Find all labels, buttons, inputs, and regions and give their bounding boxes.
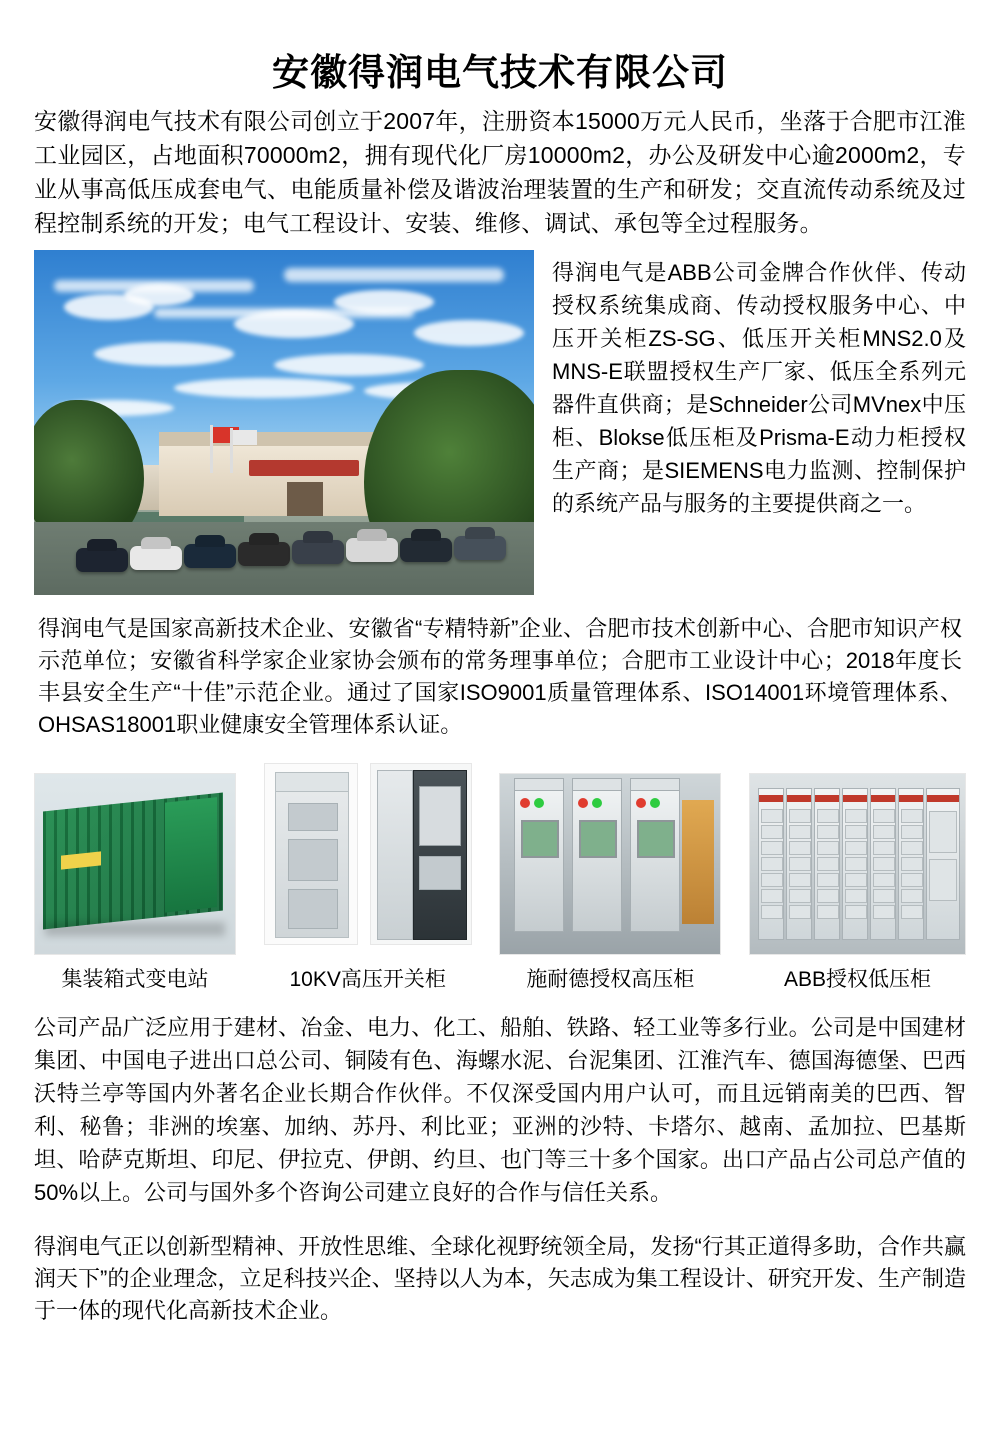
hv-switchgear-image — [264, 763, 358, 945]
product-gallery — [34, 763, 966, 993]
product-abb-lv — [749, 773, 966, 993]
abb-lv-image — [749, 773, 966, 955]
product-caption: 施耐德授权高压柜 — [526, 968, 695, 991]
page-title: 安徽得润电气技术有限公司 — [272, 52, 728, 93]
hv-switchgear-open-image — [370, 763, 472, 945]
partnership-paragraph: 得润电气是ABB公司金牌合作伙伴、传动授权系统集成商、传动授权服务中心、中压开关柜ZS-SG、低压开关柜MNS2.0及MNS-E联盟授权生产厂家、低压全系列元器件直供商；是Schneider公司MVnex中压柜、Blokse低压柜及Prisma-E动力柜授权生产商；是SIEMENS电力监测、控制保护的系统产品与服务的主要提供商之一。 — [552, 260, 966, 516]
product-schneider-hv — [499, 773, 721, 993]
product-caption: ABB授权低压柜 — [783, 968, 931, 991]
applications-paragraph: 公司产品广泛应用于建材、冶金、电力、化工、船舶、铁路、轻工业等多行业。公司是中国建材集团、中国电子进出口总公司、铜陵有色、海螺水泥、台泥集团、江淮汽车、德国海德堡、巴西沃特兰亭等国内外著名企业长期合作伙伴。不仅深受国内用户认可，而且远销南美的巴西、智利、秘鲁；非洲的埃塞、加纳、苏丹、利比亚；亚洲的沙特、卡塔尔、越南、孟加拉、巴基斯坦、哈萨克斯坦、印尼、伊拉克、伊朗、约旦、也门等三十多个国家。出口产品占公司总产值的50%以上。公司与国外多个咨询公司建立良好的合作与信任关系。 — [34, 1015, 966, 1205]
container-substation-image — [34, 773, 236, 955]
product-caption: 10KV高压开关柜 — [289, 968, 446, 991]
schneider-hv-image — [499, 773, 721, 955]
vision-paragraph: 得润电气正以创新型精神、开放性思维、全球化视野统领全局，发扬“行其正道得多助，合作共赢润天下”的企业理念，立足科技兴企、坚持以人为本，矢志成为集工程设计、研究开发、生产制造于一体的现代化高新技术企业。 — [34, 1234, 966, 1323]
product-hv-switchgear — [264, 763, 472, 993]
factory-exterior-photo — [34, 250, 534, 595]
product-caption: 集装箱式变电站 — [61, 968, 209, 991]
document-page — [0, 42, 1000, 1438]
product-container-substation — [34, 773, 236, 993]
hero-section — [34, 250, 966, 595]
certification-paragraph: 得润电气是国家高新技术企业、安徽省“专精特新”企业、合肥市技术创新中心、合肥市知识产权示范单位；安徽省科学家企业家协会颁布的常务理事单位；合肥市工业设计中心；2018年度长丰县安全生产“十佳”示范企业。通过了国家ISO9001质量管理体系、ISO14001环境管理体系、OHSAS18001职业健康安全管理体系认证。 — [38, 616, 962, 737]
company-intro-paragraph: 安徽得润电气技术有限公司创立于2007年，注册资本15000万元人民币，坐落于合肥市江淮工业园区，占地面积70000m2，拥有现代化厂房10000m2，办公及研发中心逾2000m2，专业从事高低压成套电气、电能质量补偿及谐波治理装置的生产和研发；交直流传动系统及过程控制系统的开发；电气工程设计、安装、维修、调试、承包等全过程服务。 — [34, 108, 966, 236]
